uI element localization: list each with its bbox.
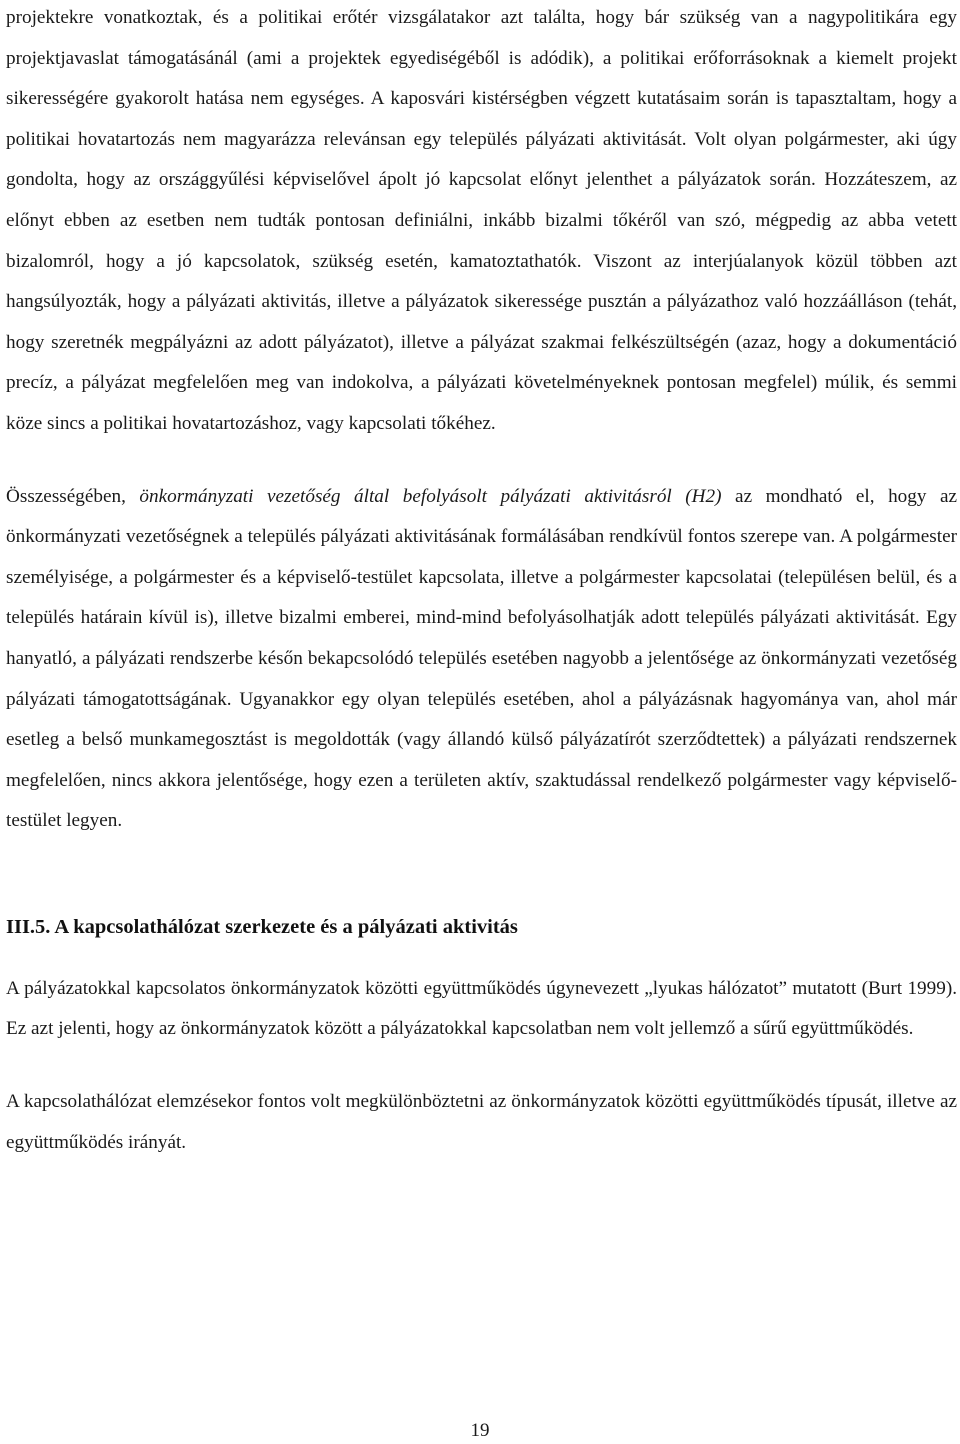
summary-lead: Összességében, bbox=[6, 485, 140, 507]
body-paragraph: projektekre vonatkoztak, és a politikai erőtér vizsgálatakor azt találta, hogy bár szükség van a nagypolitikára egy projektjavaslat támogatásánál (ami a projektek egyediségéből is adódik), a politikai erőforrásoknak a kiemelt projekt sikerességére gyakorolt hatása nem egységes. A kaposvári kistérségben végzett kutatásaim során is tapasztaltam, hogy a politikai hovatartozás nem magyarázza relevánsan egy település pályázati aktivitását. Volt olyan polgármester, aki úgy gondolta, hogy az országgyűlési képviselővel ápolt jó kapcsolat előnyt jelenthet a pályázatok során. Hozzáteszem, az előnyt ebben az esetben nem tudták pontosan definiálni, inkább bizalmi tőkéről van szó, mégpedig az abba vetett bizalomról, hogy a jó kapcsolatok, szükség esetén, kamatoztathatók. Viszont az interjúalanyok közül többen azt hangsúlyozták, hogy a pályázati aktivitás, illetve a pályázatok sikeressége pusztán a pályázathoz való hozzáálláson (tehát, hogy szeretnék megpályázni az adott pályázatot), illetve a pályázat szakmai felkészültségén (azaz, hogy a dokumentáció precíz, a pályázat megfelelően meg van indokolva, a pályázati követelményeknek pontosan megfelel) múlik, és semmi köze sincs a politikai hovatartozáshoz, vagy kapcsolati tőkéhez. bbox=[6, 7, 957, 434]
hypothesis-emphasis: önkormányzati vezetőség által befolyásolt pályázati aktivitásról (H2) bbox=[139, 485, 722, 507]
summary-paragraph bbox=[6, 477, 957, 842]
document-page bbox=[6, 0, 957, 1163]
summary-text: az mondható el, hogy az önkormányzati vezetőségnek a település pályázati aktivitásának formálásában rendkívül fontos szerepe van. A polgármester személyisége, a polgármester és a képviselő-testület kapcsolata, illetve a polgármester kapcsolatai (településen belül, és a település határain kívül is), illetve bizalmi emberei, mind-mind befolyásolhatják adott település pályázati aktivitását. Egy hanyatló, a pályázati rendszerbe későn bekapcsolódó település esetében nagyobb a jelentősége az önkormányzati vezetőség pályázati támogatottságának. Ugyanakkor egy olyan település esetében, ahol a pályázásnak hagyománya van, ahol már esetleg a belső munkamegosztást is megoldották (vagy állandó külső pályázatírót szerződtettek) a pályázati rendszernek megfelelően, nincs akkora jelentősége, hogy ezen a területen aktív, szaktudással rendelkező polgármester vagy képviselő-testület legyen. bbox=[6, 485, 957, 832]
body-paragraph: A kapcsolathálózat elemzésekor fontos volt megkülönböztetni az önkormányzatok közötti együttműködés típusát, illetve az együttműködés irányát. bbox=[6, 1091, 957, 1153]
body-paragraph: A pályázatokkal kapcsolatos önkormányzatok közötti együttműködés úgynevezett „lyukas hálózatot” mutatott (Burt 1999). Ez azt jelenti, hogy az önkormányzatok között a pályázatokkal kapcsolatban nem volt jellemző a sűrű együttműködés. bbox=[6, 977, 957, 1040]
page-number: 19 bbox=[470, 1420, 490, 1441]
section-heading: III.5. A kapcsolathálózat szerkezete és a pályázati aktivitás bbox=[6, 915, 518, 938]
